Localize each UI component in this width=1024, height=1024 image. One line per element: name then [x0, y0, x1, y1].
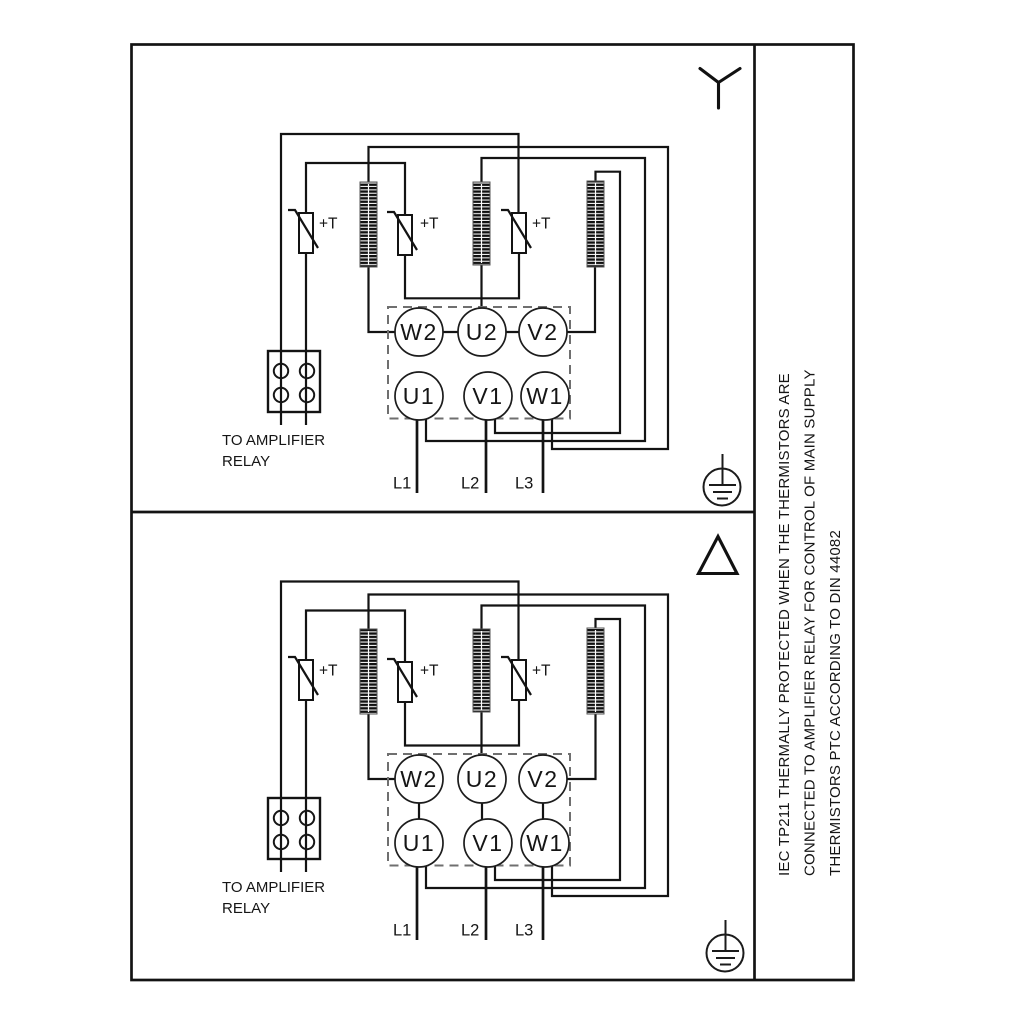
thermistor-3-label: +T — [532, 215, 551, 233]
wiring-thermistor-t2-t3 — [405, 700, 519, 746]
relay-note-line1: TO AMPLIFIER — [222, 432, 326, 449]
side-note-line-1: IEC TP211 THERMALLY PROTECTED WHEN THE THERMISTORS ARE — [776, 373, 793, 876]
terminal-w1-label: W1 — [526, 383, 564, 409]
ground-icon — [707, 920, 744, 972]
supply-label-l2: L2 — [461, 921, 480, 940]
relay-note-line2: RELAY — [222, 453, 271, 470]
terminal-w2-label: W2 — [400, 766, 438, 792]
relay-note-line2: RELAY — [222, 900, 271, 917]
thermistor-1-label: +T — [319, 215, 338, 233]
terminal-v1-label: V1 — [472, 830, 504, 856]
relay-connector — [268, 798, 320, 859]
side-note-line-2: CONNECTED TO AMPLIFIER RELAY FOR CONTROL OF MAIN SUPPLY — [801, 369, 819, 876]
delta-panel — [222, 537, 744, 972]
thermistor-2-label: +T — [420, 215, 439, 233]
thermistor-1-icon — [288, 210, 318, 253]
side-note — [776, 369, 844, 876]
supply-label-l1: L1 — [393, 921, 412, 940]
terminal-v1-label: V1 — [472, 383, 504, 409]
thermistor-1-icon — [288, 657, 318, 700]
star-panel — [222, 69, 741, 506]
terminal-w2-label: W2 — [400, 319, 438, 345]
terminal-u2-label: U2 — [465, 766, 499, 792]
wiring-thermistor-t2-t3 — [405, 253, 519, 298]
supply-label-l2: L2 — [461, 474, 480, 493]
winding-coil-3 — [587, 628, 604, 714]
winding-coil-2 — [473, 182, 490, 265]
relay-connector — [268, 351, 320, 412]
ground-icon — [704, 454, 741, 506]
winding-coil-1 — [360, 182, 377, 267]
delta-connection-icon — [699, 537, 738, 574]
thermistor-3-icon — [501, 210, 531, 253]
thermistor-2-label: +T — [420, 662, 439, 680]
winding-coil-2 — [473, 629, 490, 712]
supply-label-l3: L3 — [515, 921, 534, 940]
thermistor-1-label: +T — [319, 662, 338, 680]
star-connection-icon — [700, 69, 740, 109]
terminal-v2-label: V2 — [527, 766, 559, 792]
terminal-u2-label: U2 — [465, 319, 499, 345]
thermistor-3-label: +T — [532, 662, 551, 680]
supply-label-l3: L3 — [515, 474, 534, 493]
side-note-line-3: THERMISTORS PTC ACCORDING TO DIN 44082 — [827, 529, 844, 876]
terminal-v2-label: V2 — [527, 319, 559, 345]
terminal-w1-label: W1 — [526, 830, 564, 856]
thermistor-2-icon — [387, 212, 417, 255]
winding-coil-3 — [587, 181, 604, 267]
winding-coil-1 — [360, 629, 377, 714]
terminal-u1-label: U1 — [402, 383, 436, 409]
thermistor-3-icon — [501, 657, 531, 700]
supply-label-l1: L1 — [393, 474, 412, 493]
thermistor-2-icon — [387, 659, 417, 702]
terminal-u1-label: U1 — [402, 830, 436, 856]
relay-note-line1: TO AMPLIFIER — [222, 879, 326, 896]
